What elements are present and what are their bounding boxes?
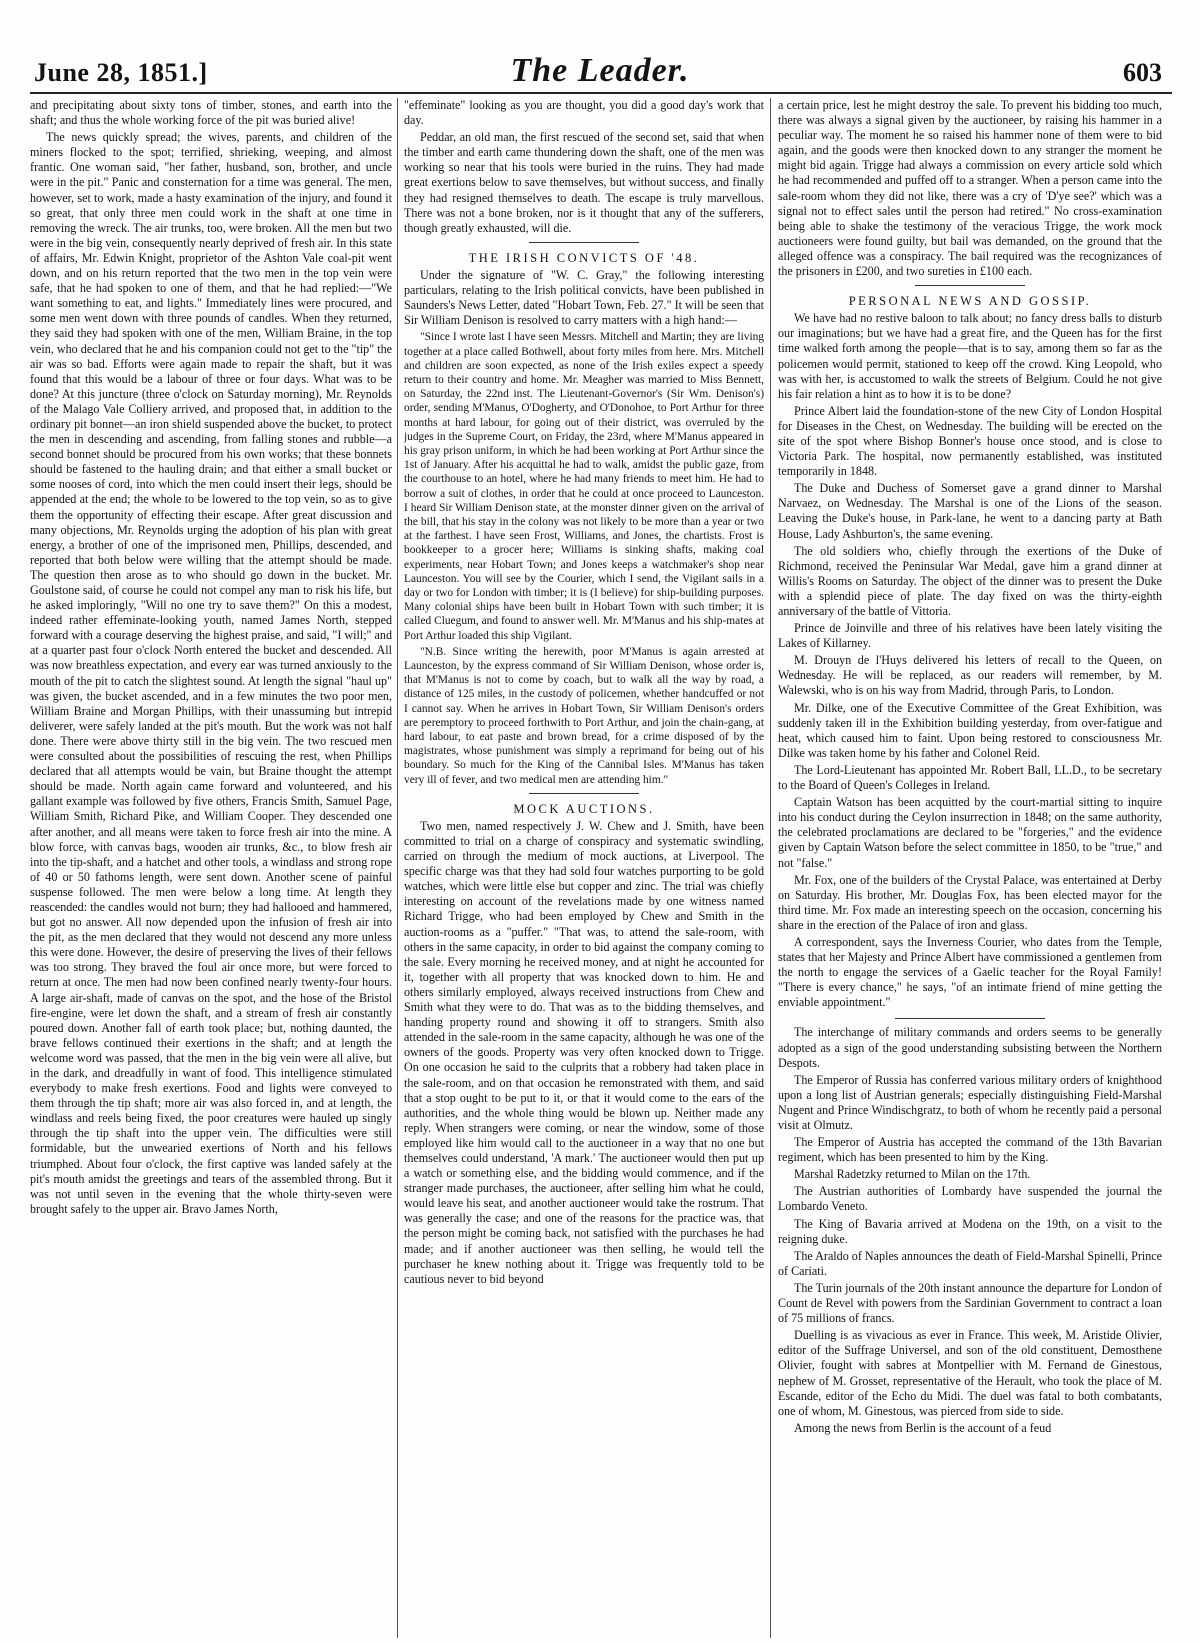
paragraph: Under the signature of "W. C. Gray," the following interesting particulars, relating to the Irish political convicts, have been published in Saunders's News Letter, dated "Hobart Town, Feb. 27." It will be seen that Sir William Denison is resolved to carry matters with a high hand:— — [404, 267, 764, 328]
issue-date: June 28, 1851.] — [34, 58, 208, 87]
paragraph: Mr. Fox, one of the builders of the Crystal Palace, was entertained at Derby on Saturday. His brother, Mr. Douglas Fox, has been elected mayor for the third time. Mr. Fox made an interesting speech on the occasion, concerning his share in the erection of the Palace of iron and glass. — [778, 872, 1162, 932]
paragraph: The Duke and Duchess of Somerset gave a grand dinner to Marshal Narvaez, on Wednesday. The Marshal is one of the Lions of the season. Leaving the Duke's house, in Park-lane, he went to a dancing party at Bath House, Lady Ashburton's, the same evening. — [778, 481, 1162, 541]
column-divider — [770, 98, 771, 1638]
paragraph: We have had no restive baloon to talk about; no fancy dress balls to disturb our imaginations; but we have had a great fire, and the Queen has for the first time walked forth among the people—that is to say, among them so far as the policemen would permit, stationed to keep off the crowd. King Leopold, who was with her, is accustomed to walk the streets of Belgium. Could he not give his fair relation a hint as to how it is to be done? — [778, 311, 1162, 401]
masthead — [0, 0, 1200, 96]
column-2 — [404, 98, 764, 1638]
paragraph: A correspondent, says the Inverness Courier, who dates from the Temple, states that her Majesty and Prince Albert have commissioned a gentlemen from the north to engage the services of a Gaelic teacher for the Royal Family! "There is every chance," he says, "of an intimate friend of mine getting the enviable appointment." — [778, 934, 1162, 1010]
section-rule — [529, 793, 639, 794]
paragraph: The Emperor of Russia has conferred various military orders of knighthood upon a long list of Austrian generals; especially distinguishing Field-Marshal Nugent and Prince Windischgratz, to both of whom he recently paid a personal visit at Olmutz. — [778, 1072, 1162, 1132]
column-1 — [30, 98, 392, 1638]
section-rule — [529, 242, 639, 243]
paragraph: Prince de Joinville and three of his relatives have been lately visiting the Lakes of Killarney. — [778, 621, 1162, 651]
paragraph: The old soldiers who, chiefly through the exertions of the Duke of Richmond, received the Peninsular War Medal, gave him a grand dinner at Willis's Rooms on Saturday. The object of the dinner was to present the Duke with a splendid piece of plate. The day fixed on was the thirty-eighth anniversary of the battle of Vittoria. — [778, 543, 1162, 618]
newspaper-title: The Leader. — [510, 52, 690, 89]
paragraph: The King of Bavaria arrived at Modena on the 19th, on a visit to the reigning duke. — [778, 1216, 1162, 1246]
paragraph: The Lord-Lieutenant has appointed Mr. Robert Ball, LL.D., to be secretary to the Board of Queen's Colleges in Ireland. — [778, 762, 1162, 793]
section-heading-irish-convicts: THE IRISH CONVICTS OF '48. — [468, 250, 700, 265]
paragraph: The interchange of military commands and orders seems to be generally adopted as a sign of the good understanding subsisting between the Northern Despots. — [778, 1025, 1162, 1070]
paragraph: The Araldo of Naples announces the death of Field-Marshal Spinelli, Prince of Cariati. — [778, 1248, 1162, 1278]
quoted-letter — [404, 330, 764, 787]
paragraph: a certain price, lest he might destroy the sale. To prevent his bidding too much, there was always a signal given by the auctioneer, by raising his hammer in a peculiar way. The moment he so raised his hammer none of them were to bid again, and the goods were then knocked down to any stranger the moment he might bid again. Trigge had always a commission on every article sold which he had recommended and puffed off to a stranger. When a person came into the sale-room whom they did not like, there was a cry of 'D'ye see?' which was a signal not to effect sales until the person had retired." No cross-examination being able to shake the testimony of the veracious Trigge, the work mock auctioneers were found guilty, but bail was demanded, on the ground that the alleged offence was a conspiracy. The bail required was the recognizances of the prisoners in £200, and two sureties in £100 each. — [778, 98, 1162, 279]
paragraph: "effeminate" looking as you are thought, you did a good day's work that day. — [404, 98, 764, 128]
section-rule — [915, 285, 1025, 286]
paragraph: M. Drouyn de l'Huys delivered his letters of recall to the Queen, on Wednesday. He will be replaced, as our readers will remember, by M. Walewski, who is on his way from Madrid, through Paris, to London. — [778, 653, 1162, 698]
section-heading-mock-auctions: MOCK AUCTIONS. — [513, 801, 655, 816]
paragraph: The Austrian authorities of Lombardy have suspended the journal the Lombardo Veneto. — [778, 1184, 1162, 1214]
section-rule — [895, 1018, 1045, 1019]
header-rule — [30, 92, 1172, 94]
paragraph: The news quickly spread; the wives, parents, and children of the miners flocked to the spot; terrified, shrieking, weeping, and almost frantic. One woman said, "her father, husband, son, brother, and uncle were in the pit." Panic and consternation for a time was general. The men, however, set to work, made a hasty examination of the injury, and found it so great, that only three men could work in the shaft at one time in removing the wreck. The air trunks, too, were broken. All the men but two were in the big vein, consequently nearly deprived of fresh air. In this state of affairs, Mr. Edwin Knight, proprietor of the Ashton Vale coal-pit went down, and on his return reported that the two men in the top vein were safe, that he had spoken to one of them, and that he had replied:—"We want something to eat, and lights." Immediately lines were procured, and some men went down with three pounds of candles. When they returned, they said they had spoken with one of the men, William Braine, in the top vein, who declared that he and his companion could not get to the "tip" the air was so bad. Efforts were again made to repair the shaft, but it was found that this would be a labour of three or four days. What was to be done? At this juncture (three o'clock on Saturday morning), Mr. Reynolds of the Malago Vale Colliery arrived, and proposed that, in addition to the ordinary pit bonnet—an iron shield suspended above the bucket, to protect the men in descending and ascending, from falling stones and rubble—a second bonnet should be procured from his own works; that these bonnets should be fastened to the hauling drain; and that either a small bucket or some nooses of cord, into which the men could insert their legs, should be appended at the end; the whole to be lowered to the top vein, so as to give them the opportunity of effecting their escape. After great discussion and many objections, Mr. Reynolds urging the adoption of his plan with great energy, a brother of one of the imprisoned men, Phillips, descended, and reported that both below were willing that the attempt should be made. The question then arose as to who should go down in the bucket. Mr. Goulstone said, of course he could not compel any man to risk his life, but he asked imploringly, "Will no one try to save them?" On this a modest, indeed rather effeminate-looking youth, named James North, stepped forward with a courage deserving the highest praise, and said, "I will;" and at a quarter past four o'clock North entered the bucket and descended. All was now breathless expectation, and every ear was turned anxiously to the mouth of the pit to catch the slightest sound. At length the signal "haul up" was given, the bucket ascended, and in a few minutes the two poor men, William Braine and Morgan Phillips, with their unassuming but intrepid deliverer, were safely landed at the pit's mouth. But the work was not half done. There were above thirty still in the big vein. The two rescued men were consulted about the possibilities of rescuing the rest, when Phillips declared that all attempts would be vain, but Braine thought the attempt should be made. North again came forward and volunteered, and his gallant example was followed by five others, Francis Smith, Samuel Page, William Smith, Richard Pike, and William Cooper. They descended one after another, and all means were taken to force fresh air into the mine. A blow force, with canvas bags, wooden air trunks, &c., to blow fresh air into the tip-shaft, and a hatchet and other tools, a windlass and strong rope of 40 or 50 fathoms length, were sent down. Another scene of painful suspense followed. The men were below a long time. At length they reascended: the candles would not burn; they had hallooed and hammered, but got no answer. All now depended upon the infusion of fresh air into the pit, as the men declared that they would not descend any more unless this were done. However, the desire of preserving the lives of their fellows was too strong. They braved the foul air once more, but were forced to return at once. The men had now been confined nearly twenty-four hours. A large air-shaft, made of canvas on the spot, and the hose of the Bristol fire-engine, were let down the shaft, and a stream of fresh air constantly poured down. Another fall of earth took place; but, nothing daunted, the brave fellows continued their exertions in the shaft; and at length the welcome word was passed, that the men in the big vein were all alive, but in the dark, and dreadfully in want of food. This intelligence stimulated everybody to make fresh exertions. Food and lights were conveyed to them through the tip shaft; more air was also forced in, and at length, the windlass and reels being fixed, the poor creatures were hauled up singly through the tip shaft into the upper vein. The difficulties were still formidable, but the unwearied exertions of North and his fellows triumphed. About four o'clock, the first captive was landed safely at the pit's mouth amidst the greetings and tears of the assembled throng. But it was not until seven in the evening that the whole thirty-seven were brought safely to the upper air. Bravo James North, — [30, 130, 392, 1216]
page-number: 603 — [1123, 58, 1162, 87]
paragraph: Mr. Dilke, one of the Executive Committee of the Great Exhibition, was suddenly taken ill in the Exhibition building yesterday, from over-fatigue and heat, which caused him to faint. Upon being restored to consciousness Mr. Dilke was taken home by his father and Colonel Reid. — [778, 700, 1162, 760]
paragraph: Among the news from Berlin is the account of a feud — [794, 1420, 1052, 1435]
paragraph: Prince Albert laid the foundation-stone of the new City of London Hospital for Diseases in the Chest, on Wednesday. The building will be erected on the site of the spot where Bishop Bonner's house once stood, and is close to Victoria Park. The hospital, now permanently established, was instituted temporarily in 1848. — [778, 403, 1162, 479]
section-heading-personal-news: PERSONAL NEWS AND GOSSIP. — [848, 294, 1092, 309]
paragraph: The Turin journals of the 20th instant announce the departure for London of Count de Revel with powers from the Sardinian Government to contract a loan of 75 millions of francs. — [778, 1280, 1162, 1326]
paragraph: Duelling is as vivacious as ever in France. This week, M. Aristide Olivier, editor of the Suffrage Universel, and son of the old constituent, Demosthene Olivier, fought with sabres at Montpellier with M. Fernand de Ginestous, nephew of M. Grosset, representative of the Herault, who took the place of M. Escande, editor of the Echo du Midi. The duel was fatal to both combatants, one of whom, M. Ginestous, was pierced from side to side. — [778, 1328, 1162, 1418]
column-divider — [397, 98, 398, 1638]
paragraph: Two men, named respectively J. W. Chew and J. Smith, have been committed to trial on a charge of conspiracy and systematic swindling, carried on through the medium of mock auctions, at Liverpool. The specific charge was that they had sold four watches purporting to be gold watches, which were little else but copper and zinc. The trial was chiefly interesting on account of the revelations made by one witness named Richard Trigge, who had been employed by Chew and Smith in the auction-rooms as a "puffer." "That was, to attend the sale-room, with others in the same capacity, in order to bid against the company coming to the sale. Every morning he received money, and at night he accounted for it, together with all property that was knocked down to him. He and others similarly employed, always received instructions from Chew and Smith what they were to do. That was as to the bidding themselves, and handing property round and showing it off to strangers. Smith also attended in the sale-room in the same capacity, although he was one of the owners of the goods. Property was very often knocked down to Trigge. On one occasion he said to the culprits that a robbery had taken place in the sale-room, and on that occasion he remonstrated with them, and said that a stop ought to be put to it, or that it would come to the ears of the authorities, and the whole thing would be blown up. Neither made any reply. When strangers were coming, or near the window, some of those employed like him would call to the auctioneer in a way that no one but themselves could understand, 'A mark.' The auctioneer would then put up a watch or something else, and the bidding would commence, and if the stranger made purchases, the auctioneer, after selling him what he could, would leave his seat, and another auctioneer would take the rostrum. That was generally the case; and one of the reasons for the practice was, that the person might be coming back, not satisfied with the purchases he had made; and if another auctioneer was then selling, he would tell the purchaser he knew nothing about it. Trigge was frequently told to be cautious never to bid beyond — [404, 818, 764, 1286]
paragraph: "N.B. Since writing the herewith, poor M'Manus is again arrested at Launceston, by the express command of Sir William Denison, whose order is, that M'Manus is not to come by coach, but to walk all the way by road, a distance of 125 miles, in the custody of policemen, whether handcuffed or not I cannot say. When he arrives in Hobart Town, Sir William Denison's orders are peremptory to proceed forthwith to Port Arthur, and join the chain-gang, at hard labour, to eat paste and brown bread, for a crime disposed of by the magistrates, whose punishment was simply a reprimand for being out of his boundary. So much for the King of the Cannibal Isles. M'Manus has taken very ill of fever, and two medical men are attending him." — [404, 645, 764, 786]
column-3 — [778, 98, 1162, 1638]
paragraph: Marshal Radetzky returned to Milan on the 17th. — [794, 1167, 1031, 1182]
paragraph: Captain Watson has been acquitted by the court-martial sitting to inquire into his conduct during the Ceylon insurrection in 1848; on the same authority, the celebrated proclamations are declared to be "forgeries," and the evidence given by Captain Watson before the select committee in 1850, to be "true," and not "false." — [778, 795, 1162, 870]
paragraph: The Emperor of Austria has accepted the command of the 13th Bavarian regiment, which has been presented to him by the King. — [778, 1135, 1162, 1165]
paragraph: "Since I wrote last I have seen Messrs. Mitchell and Martin; they are living together at a place called Bothwell, about forty miles from here. Mrs. Mitchell and children are soon expected, as none of the Irish exiles expect a speedy return to their country and home. Mr. Meagher was married to Miss Bennett, on Saturday, the 22nd inst. The Lieutenant-Governor's (Sir Wm. Denison's) order, sending M'Manus, O'Dogherty, and O'Donohoe, to Port Arthur for three months at hard labour, for going out of their district, was overruled by the judges in the Supreme Court, on Friday, the 23rd, where M'Manus appeared in his gray prison uniform, in which he had been working at Port Arthur since the 1st of January. After his acquittal he had to walk, amidst the public gaze, from the courthouse to an hotel, where he had many friends to meet him. He had to borrow a suit of clothes, in order that he could at once proceed to Launceston. I heard Sir William Denison state, at the monster dinner given on the arrival of the bill, that his stay in the colony was not likely to be more than a year or two at the farthest. I have seen Frost, Williams, and Jones, the chartists. Frost is bookkeeper to a grocer here; Williams is sinking shafts, making coal experiments, near Hobart Town; and Jones keeps a watchmaker's shop near Launceston. You will see by the Courier, which I send, the Vigilant sails in a day or two for London with timber; it is (I believe) for ship-building purposes. Many colonial ships have been built in Hobart Town with such timber; it is called Cluegum, and found to answer well. Mr. M'Manus and his ship-mates at Port Arthur loaded this ship Vigilant. — [404, 331, 764, 642]
paragraph: Peddar, an old man, the first rescued of the second set, said that when the timber and earth came thundering down the shaft, one of the men was working so near that his tools were buried in the ruins. They had made great exertions below to save themselves, but without success, and finally they had resigned themselves to death. The escape is truly marvellous. There was not a bone broken, nor is it thought that any of the sufferers, though greatly exhausted, will die. — [404, 130, 764, 235]
paragraph: and precipitating about sixty tons of timber, stones, and earth into the shaft; and thus the whole working force of the pit was buried alive! — [30, 98, 392, 128]
